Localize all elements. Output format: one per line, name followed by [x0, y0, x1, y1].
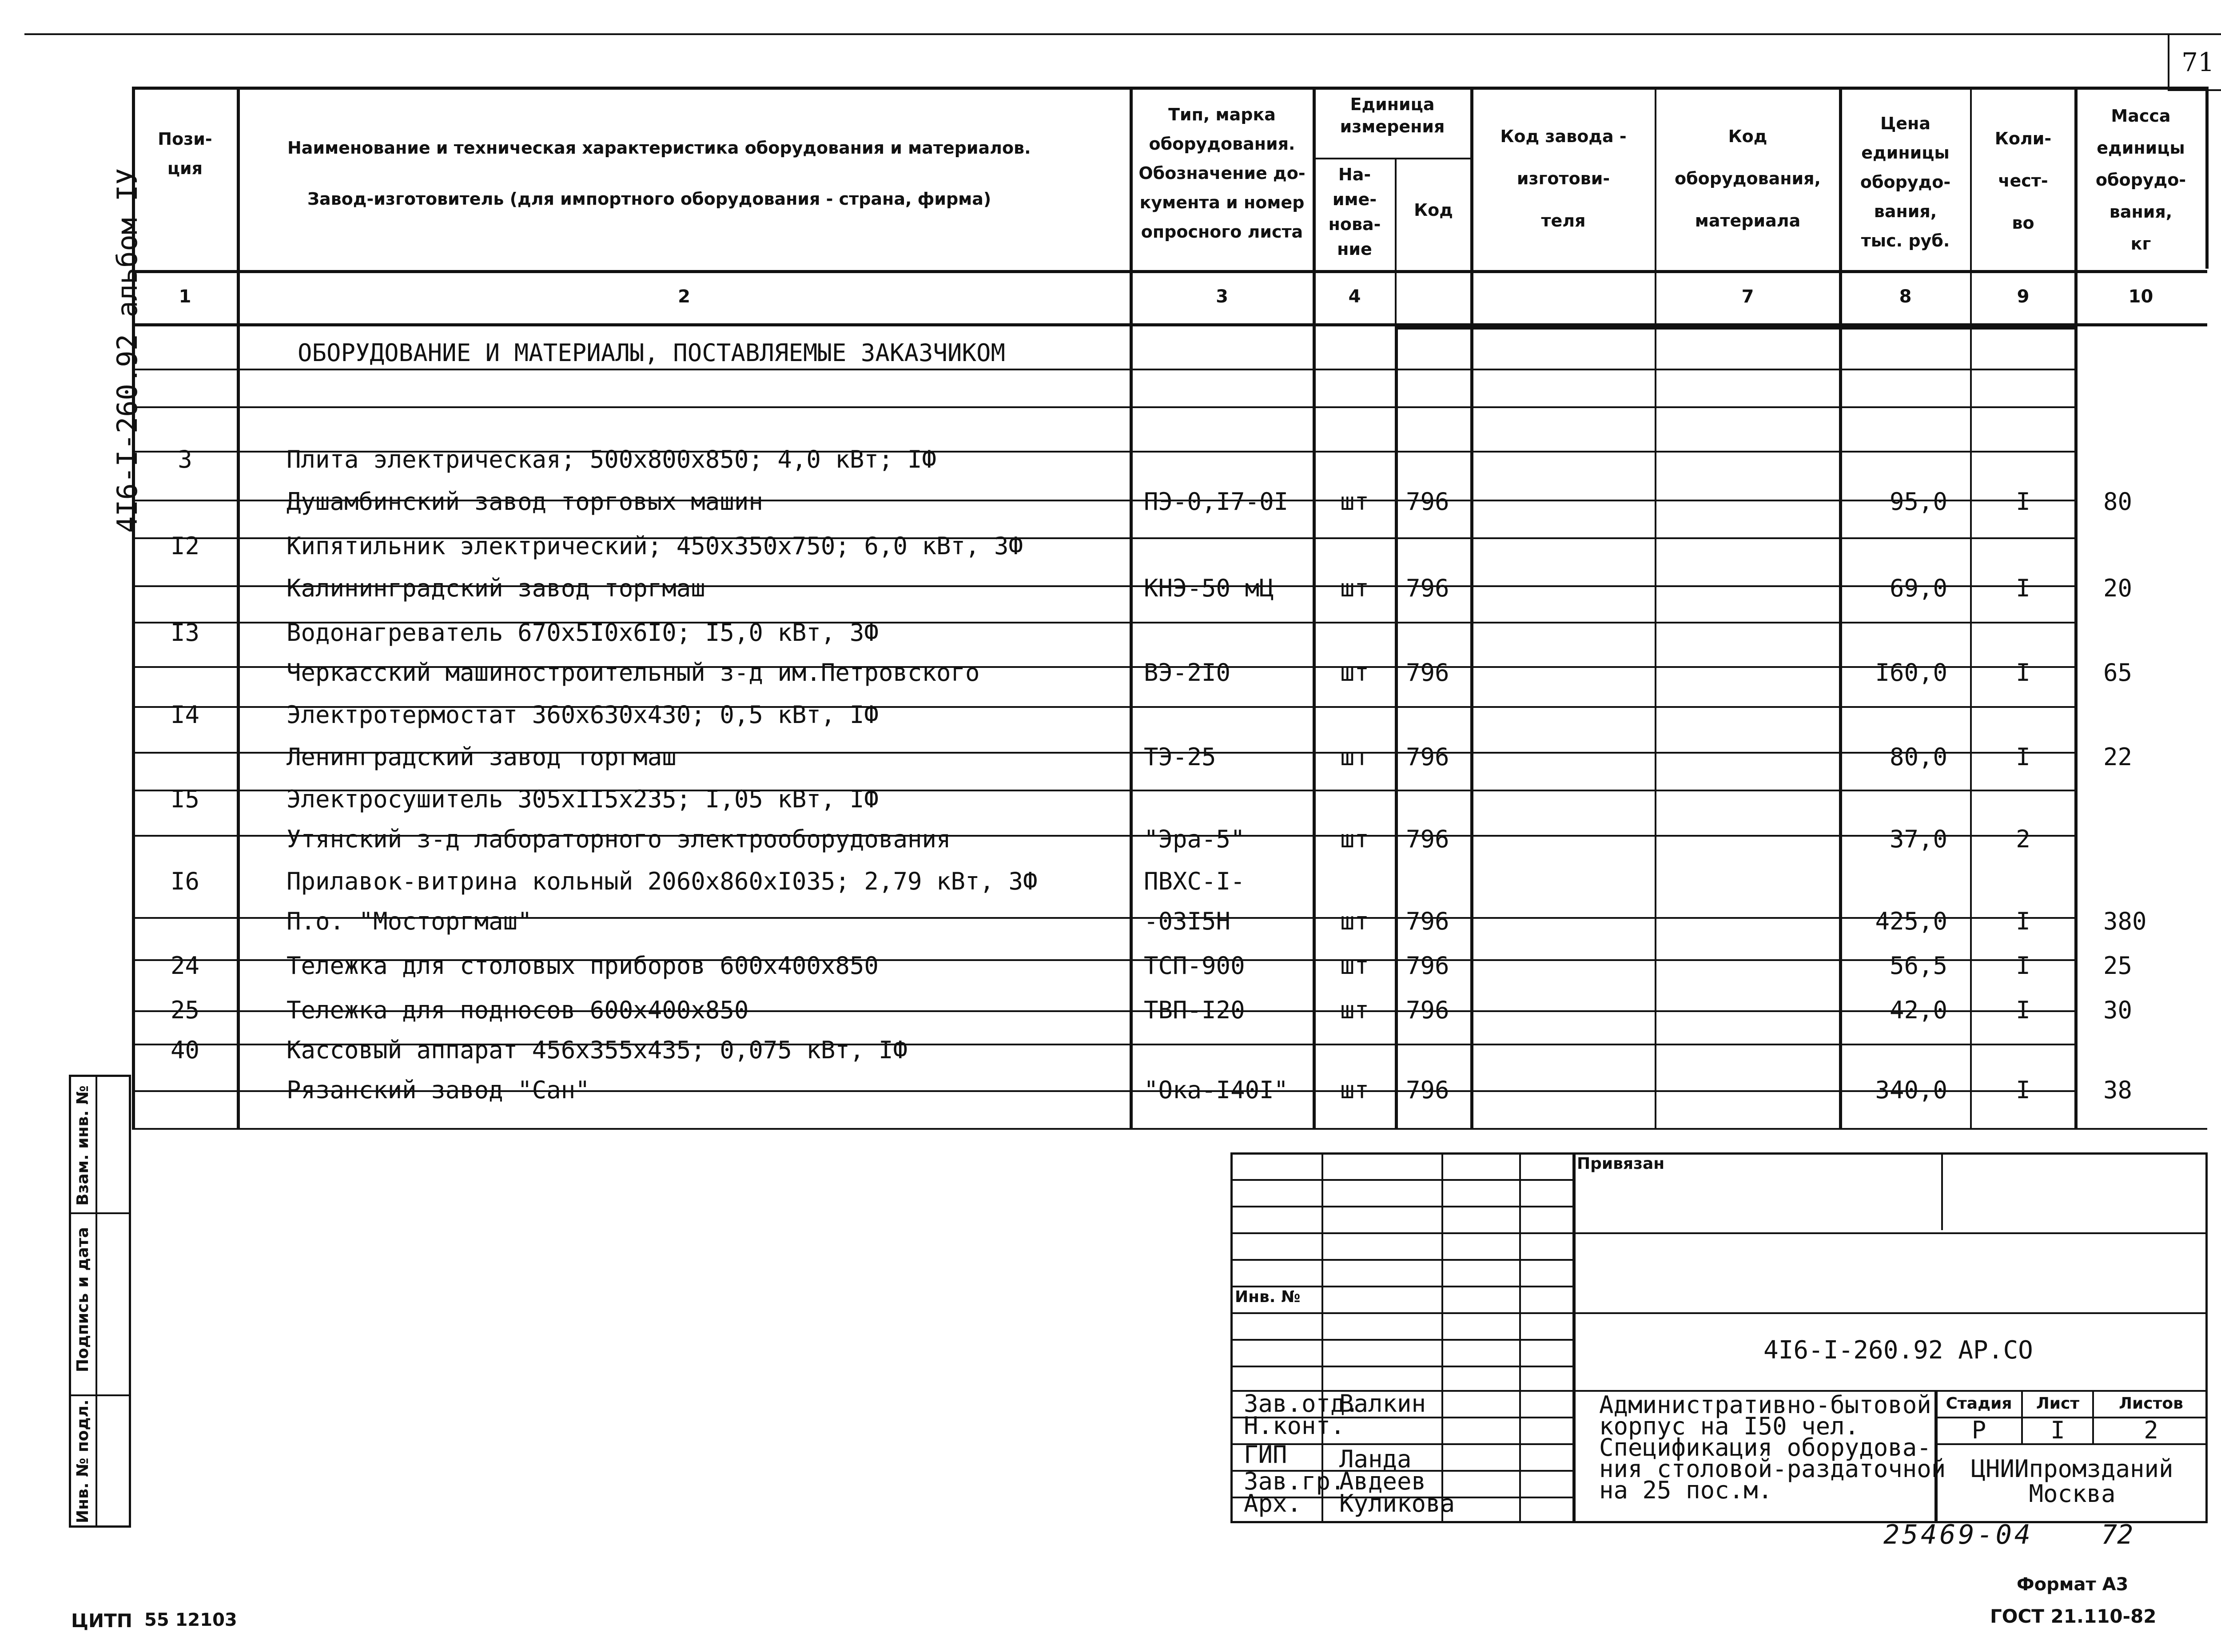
row-position: I3	[170, 619, 200, 647]
header-qty: Коли- чест- во	[1994, 129, 2052, 233]
side-stamp-line2	[69, 1394, 131, 1396]
sheets-label: Листов	[2119, 1394, 2183, 1413]
row-name: Тележка для подносов 600х400х850	[287, 996, 749, 1024]
col-line-5	[1470, 87, 1473, 1128]
sheet-label: Лист	[2036, 1394, 2080, 1413]
side-code: 4I6-I-260.92 альбом IУ	[111, 168, 143, 533]
table-top-line	[132, 87, 2207, 90]
row-unit: шт	[1340, 659, 1369, 687]
row-type: ПЭ-0,I7-0I	[1144, 488, 1289, 516]
colnum-10: 10	[2128, 286, 2153, 307]
format-label: Формат А3	[2017, 1574, 2129, 1595]
row-name: Калининградский завод торгмаш	[287, 574, 705, 602]
row-unit: шт	[1340, 907, 1369, 935]
row-qty: 2	[2016, 825, 2030, 853]
signer-role-3: Зав.гр.	[1244, 1467, 1345, 1495]
row-type: "Ока-I40I"	[1144, 1076, 1289, 1104]
row-name: Ленинградский завод торгмаш	[287, 743, 677, 771]
row-position: 25	[170, 996, 200, 1024]
sheet-value: I	[2050, 1416, 2065, 1444]
tb-v2	[1441, 1152, 1443, 1523]
body-bold-left	[1395, 323, 1398, 1128]
row-code: 796	[1406, 825, 1449, 853]
row-position: I6	[170, 867, 200, 895]
row-qty: I	[2016, 907, 2030, 935]
tb-h2	[1230, 1206, 1572, 1207]
row-price: 425,0	[1875, 907, 1947, 935]
row-type: -03I5Н	[1144, 907, 1231, 935]
colnum-9: 9	[2017, 286, 2030, 307]
side-label-inv: Инв. № подл.	[74, 1399, 92, 1523]
row-type: ТЭ-25	[1144, 743, 1216, 771]
signer-role-0: Зав.отд.	[1244, 1390, 1360, 1418]
tb-v3	[1519, 1152, 1521, 1523]
row-price: I60,0	[1875, 659, 1947, 687]
row-mass: 380	[2103, 907, 2147, 935]
row-code: 796	[1406, 659, 1449, 687]
row-name: Рязанский завод "Сан"	[287, 1076, 590, 1104]
row-qty: I	[2016, 659, 2030, 687]
row-position: I2	[170, 532, 200, 560]
row-position: 3	[178, 445, 192, 473]
row-unit: шт	[1340, 952, 1369, 980]
colnum-3: 3	[1216, 286, 1228, 307]
colnum-bottom-line	[132, 323, 2207, 326]
row-unit: шт	[1340, 574, 1369, 602]
signer-name-3: Авдеев	[1339, 1467, 1426, 1495]
row-price: 69,0	[1889, 574, 1947, 602]
row-type: ПВХС-I-	[1144, 867, 1245, 895]
row-code: 796	[1406, 743, 1449, 771]
row-price: 340,0	[1875, 1076, 1947, 1104]
row-code: 796	[1406, 907, 1449, 935]
signer-role-1: Н.конт.	[1244, 1412, 1345, 1440]
header-name-line2: Завод-изготовитель (для импортного оборудования - страна, фирма)	[307, 189, 991, 209]
stage-value: Р	[1971, 1416, 1986, 1444]
tb-h5	[1230, 1286, 1572, 1287]
row-mass: 25	[2103, 952, 2133, 980]
row-name: Тележка для столовых приборов 600х400х850	[287, 952, 879, 980]
tb-h1	[1230, 1179, 1572, 1181]
colnum-1: 1	[179, 286, 191, 307]
signer-role-2: ГИП	[1244, 1441, 1287, 1469]
row-name: Электросушитель 305хII5х235; I,05 кВт, IФ	[287, 785, 879, 813]
footer-gost: ГОСТ 21.110-82	[1990, 1605, 2157, 1627]
row-qty: I	[2016, 1076, 2030, 1104]
row-unit: шт	[1340, 743, 1369, 771]
colnum-4: 4	[1348, 286, 1361, 307]
row-type: КНЭ-50 мЦ	[1144, 574, 1274, 602]
tb-h3	[1230, 1232, 2208, 1234]
row-unit: шт	[1340, 488, 1369, 516]
row-name: Электротермостат 360х630х430; 0,5 кВт, IФ	[287, 701, 879, 729]
doc-code: 4I6-I-260.92 АР.СО	[1763, 1336, 2033, 1365]
frame-top-line	[24, 33, 2221, 35]
side-stamp-line1	[69, 1212, 131, 1214]
header-bottom-line	[132, 270, 2207, 273]
side-label-podpis: Подпись и дата	[74, 1227, 92, 1372]
row-mass: 30	[2103, 996, 2133, 1024]
header-factory-code: Код завода - изготови- теля	[1500, 127, 1627, 230]
handwritten-archive-number: 25469-04	[1883, 1519, 2033, 1550]
row-name: Черкасский машиностроительный з-д им.Петровского	[287, 659, 980, 687]
inv-no-label: Инв. №	[1235, 1288, 1301, 1306]
header-mass: Масса единицы оборудо- вания, кг	[2095, 106, 2186, 254]
stage-label: Стадия	[1946, 1394, 2012, 1413]
tb-h6	[1230, 1312, 2208, 1314]
row-type: ТСП-900	[1144, 952, 1245, 980]
row-unit: шт	[1340, 1076, 1369, 1104]
row-position: I5	[170, 785, 200, 813]
tb-h7	[1230, 1339, 1572, 1341]
header-equip-code: Код оборудования, материала	[1675, 127, 1821, 230]
tb-v5	[1941, 1152, 1943, 1230]
row-name: Кассовый аппарат 456х355х435; 0,075 кВт, IФ	[287, 1036, 908, 1064]
side-stamp-divider	[96, 1075, 97, 1528]
page-number: 71	[2181, 47, 2214, 77]
row-name: Прилавок-витрина кольный 2060х860хI035; 2,79 кВт, 3Ф	[287, 867, 1038, 895]
tb-h4	[1230, 1259, 1572, 1261]
header-unit-code: Код	[1414, 200, 1453, 220]
side-label-vzam: Взам. инв. №	[74, 1085, 92, 1206]
col-line-1	[237, 87, 240, 1128]
signer-name-0: Валкин	[1339, 1390, 1426, 1418]
row-price: 42,0	[1889, 996, 1947, 1024]
sheets-value: 2	[2144, 1416, 2158, 1444]
row-code: 796	[1406, 996, 1449, 1024]
row-mass: 65	[2103, 659, 2133, 687]
row-price: 37,0	[1889, 825, 1947, 853]
colnum-2: 2	[678, 286, 690, 307]
row-type: ВЭ-2I0	[1144, 659, 1231, 687]
row-name: Плита электрическая; 500х800х850; 4,0 кВт; IФ	[287, 445, 936, 473]
row-line	[132, 369, 2074, 370]
signer-name-4: Куликова	[1339, 1489, 1455, 1517]
row-code: 796	[1406, 1076, 1449, 1104]
row-qty: I	[2016, 996, 2030, 1024]
org-name: ЦНИИпромзданий Москва	[1971, 1455, 2173, 1508]
unit-group-line	[1313, 158, 1470, 159]
row-name: П.о. "Мосторгмаш"	[287, 907, 532, 935]
row-mass: 20	[2103, 574, 2133, 602]
row-price: 95,0	[1889, 488, 1947, 516]
tb-v4	[1572, 1152, 1576, 1523]
handwritten-page-number: 72	[2101, 1519, 2133, 1550]
row-code: 796	[1406, 488, 1449, 516]
colnum-8: 8	[1899, 286, 1912, 307]
row-position: 40	[170, 1036, 200, 1064]
colnum-7: 7	[1741, 286, 1754, 307]
section-title: ОБОРУДОВАНИЕ И МАТЕРИАЛЫ, ПОСТАВЛЯЕМЫЕ ЗАКАЗЧИКОМ	[298, 339, 1006, 367]
row-line	[132, 406, 2074, 408]
header-position: Пози- ция	[158, 129, 212, 178]
signer-name-2: Ланда	[1339, 1445, 1412, 1473]
row-code: 796	[1406, 952, 1449, 980]
row-name: Водонагреватель 670х5I0х6I0; I5,0 кВт, 3Ф	[287, 619, 879, 647]
row-unit: шт	[1340, 996, 1369, 1024]
doc-title: Административно-бытовой корпус на I50 чел. Спецификация оборудова- ния столовой-раздаточной на 25 пос.м.	[1599, 1391, 1946, 1504]
row-price: 80,0	[1889, 743, 1947, 771]
row-qty: I	[2016, 952, 2030, 980]
header-name-line1: Наименование и техническая характеристика оборудования и материалов.	[287, 138, 1031, 158]
header-unit-group: Единица измерения	[1340, 95, 1445, 136]
row-type: "Эра-5"	[1144, 825, 1245, 853]
row-mass: 22	[2103, 743, 2133, 771]
row-type: ТВП-I20	[1144, 996, 1245, 1024]
row-mass: 80	[2103, 488, 2133, 516]
table-bottom-line	[132, 1128, 2207, 1130]
row-position: I4	[170, 701, 200, 729]
row-qty: I	[2016, 743, 2030, 771]
footer-num: 55 12103	[144, 1610, 237, 1630]
row-name: Кипятильник электрический; 450х350х750; 6,0 кВт, 3Ф	[287, 532, 1023, 560]
row-qty: I	[2016, 574, 2030, 602]
row-price: 56,5	[1889, 952, 1947, 980]
row-unit: шт	[1340, 825, 1369, 853]
header-price: Цена единицы оборудо- вания, тыс. руб.	[1860, 114, 1951, 250]
body-bold-top	[1395, 326, 2074, 330]
header-type: Тип, марка оборудования. Обозначение до- кумента и номер опросного листа	[1138, 105, 1306, 242]
row-name: Утянский з-д лабораторного электрооборудования	[287, 825, 951, 853]
row-code: 796	[1406, 574, 1449, 602]
row-position: 24	[170, 952, 200, 980]
col-line-10	[2205, 87, 2209, 269]
signer-role-4: Арх.	[1244, 1489, 1302, 1517]
privyazan-label: Привязан	[1577, 1155, 1665, 1173]
row-name: Душамбинский завод торговых машин	[287, 488, 763, 516]
header-unit-name: На- име- нова- ние	[1328, 165, 1381, 259]
row-mass: 38	[2103, 1076, 2133, 1104]
footer-citp: ЦИТП	[71, 1610, 132, 1632]
row-qty: I	[2016, 488, 2030, 516]
col-line-6	[1655, 87, 1656, 1128]
tb-h8	[1230, 1366, 1572, 1367]
